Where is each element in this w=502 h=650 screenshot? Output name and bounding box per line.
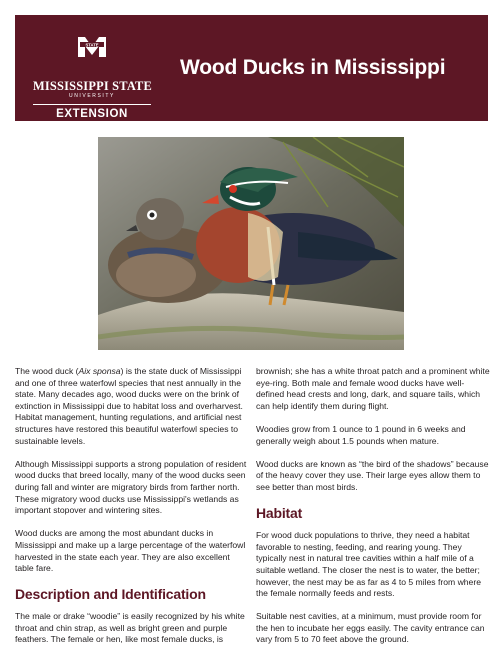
intro-text-a: The wood duck ( [15, 366, 79, 376]
intro-text-b: ) is the state duck of Mississippi and one of three waterfowl species that nest annually in the state. Many decades ago, wood ducks were on the brink of extinction in Mississippi due to habitat loss and overharvest. Habitat management, hunting regulations, and artificial nest structures have restored this beautiful waterfowl species to sustainable levels. [15, 366, 243, 446]
section-heading-habitat: Habitat [256, 505, 303, 522]
paragraph: Suitable nest cavities, at a minimum, must provide room for the hen to incubate her eggs easily. The cavity entrance can vary from 5 to 70 feet above the ground. [256, 611, 485, 645]
paragraph: brownish; she has a white throat patch and a prominent white eye-ring. Both male and female wood ducks have well-defined head crests and long, dark, and square tails, which can help identify them during flight. [256, 366, 490, 411]
page-title: Wood Ducks in Mississippi [180, 56, 446, 79]
paragraph: For wood duck populations to thrive, they need a habitat favorable to nesting, feeding, and rearing young. They typically nest in natural tree cavities within a half mile of a suitable wetland. The closer the nest is to water, the better; however, the nest may be as far as 4 to 5 miles from where the female normally feeds and rests. [256, 530, 481, 599]
paragraph: Wood ducks are among the most abundant ducks in Mississippi and make up a large percentage of the waterfowl harvested in the state each year. They are also excellent table fare. [15, 528, 246, 574]
msu-m-emblem-icon [75, 33, 109, 59]
paragraph: Woodies grow from 1 ounce to 1 pound in 6 weeks and generally weigh about 1.5 pounds when mature. [256, 423, 466, 446]
header-banner [15, 15, 488, 121]
intro-paragraph [15, 366, 250, 447]
msu-extension-logo [33, 33, 152, 120]
right-column [256, 366, 491, 650]
paragraph: Wood ducks are known as “the bird of the shadows” because of the heavy cover they use. Their large eyes allow them to see better than most birds. [256, 458, 489, 492]
svg-text:STATE: STATE [85, 42, 99, 48]
paragraph: The male or drake “woodie” is easily recognized by his white throat and chin strap, as well as bright green and purple feathers. The female or hen, like most female ducks, is [15, 611, 245, 645]
scientific-name: Aix sponsa [78, 366, 121, 376]
logo-state-text: MISSISSIPPI STATE [33, 79, 152, 93]
section-heading-description: Description and Identification [15, 586, 206, 603]
logo-university-text: UNIVERSITY [68, 93, 115, 99]
paragraph: Although Mississippi supports a strong population of resident wood ducks that breed locally, many of the wood ducks seen during fall and winter are migratory birds from farther north. These migratory wood ducks use Mississippi's wetlands as important stopover and wintering sites. [15, 458, 247, 516]
logo-extension-text: EXTENSION [33, 104, 151, 120]
wood-duck-photo [98, 137, 404, 350]
left-column [15, 366, 250, 650]
